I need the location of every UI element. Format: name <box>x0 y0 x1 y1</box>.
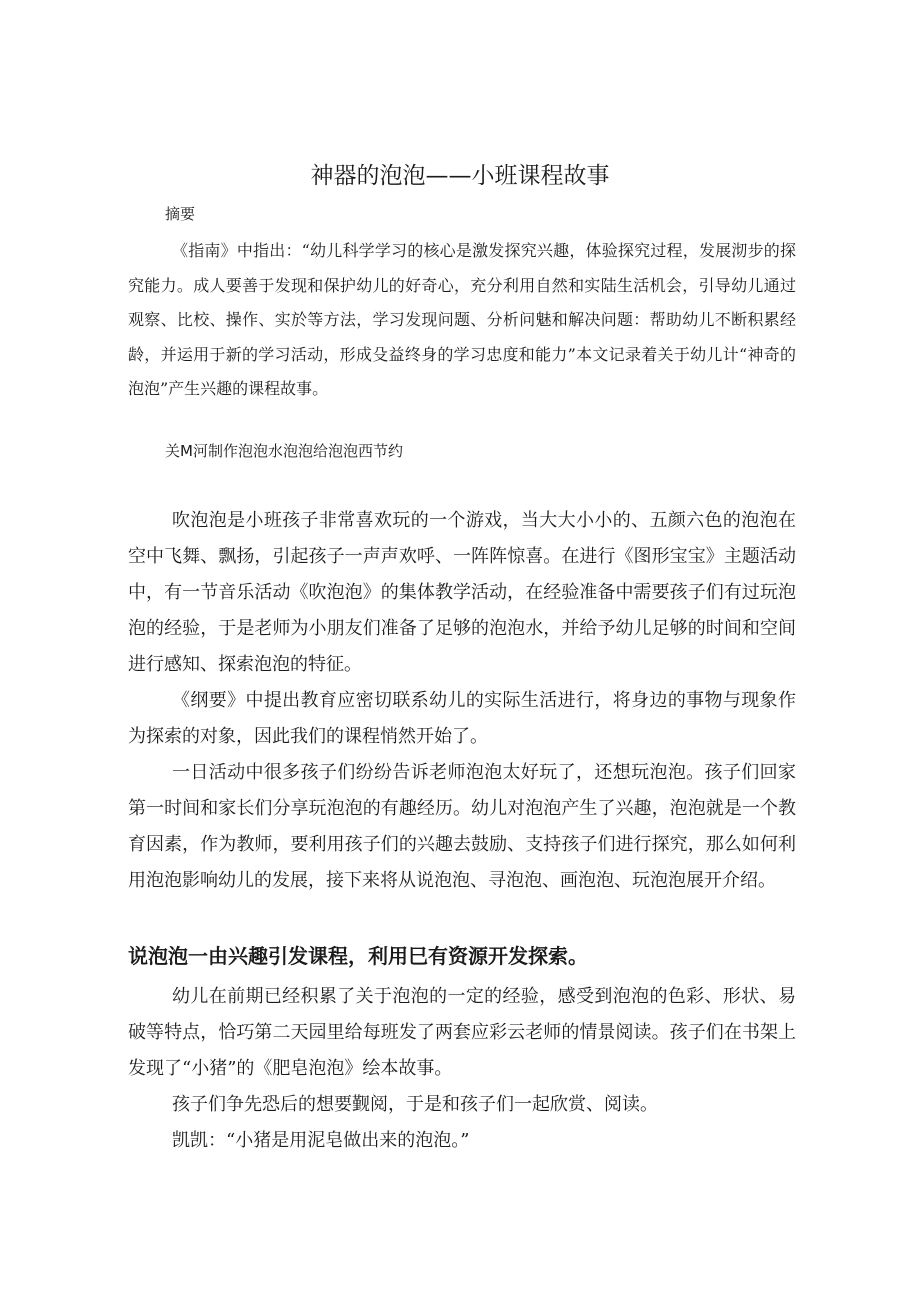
intro-paragraph: 一日活动中很多孩子们纷纷告诉老师泡泡太好玩了，还想玩泡泡。孩子们回家第一时间和家长们分享玩泡泡的有趣经历。幼儿对泡泡产生了兴趣，泡泡就是一个教育因素，作为教师，要利用孩子们的兴趣去鼓励、支持孩子们进行探究，那么如何利用泡泡影响幼儿的发展，接下来将从说泡泡、寻泡泡、画泡泡、玩泡泡展开介绍。 <box>128 762 796 891</box>
intro-paragraph: 《纲要》中提出教育应密切联系幼儿的实际生活进行，将身边的事物与现象作为探索的对象，因此我们的课程悄然开始了。 <box>128 690 796 747</box>
section-paragraph: 凯凯：“小猪是用泥皂做出来的泡泡。” <box>172 1130 470 1151</box>
intro-section <box>128 503 796 899</box>
section-paragraph: 幼儿在前期已经积累了关于泡泡的一定的经验，感受到泡泡的色彩、形状、易破等特点，恰巧第二天园里给每班发了两套应彩云老师的情景阅读。孩子们在书架上发现了“小猪”的《肥皂泡泡》绘本故事。 <box>128 986 796 1079</box>
intro-paragraph: 吹泡泡是小班孩子非常喜欢玩的一个游戏，当大大小小的、五颜六色的泡泡在空中飞舞、飘扬，引起孩子一声声欢呼、一阵阵惊喜。在进行《图形宝宝》主题活动中，有一节音乐活动《吹泡泡》的集体教学活动，在经验准备中需要孩子们有过玩泡泡的经验，于是老师为小朋友们准备了足够的泡泡水，并给予幼儿足够的时间和空间进行感知、探索泡泡的特征。 <box>128 510 796 675</box>
section-heading: 说泡泡一由兴趣引发课程，利用巳有资源开发探索。 <box>128 944 588 968</box>
keywords-line: 关M河制作泡泡水泡泡给泡泡西节约 <box>165 442 403 460</box>
abstract-body: 《指南》中指出：“幼儿科学学习的核心是激发探究兴趣，体验探究过程，发展沏步的探究能力。成人要善于发现和保护幼儿的好奇心，充分利用自然和实陆生活机会，引导幼儿通过观察、比校、操作、实於等方法，学习发现问题、分析问魅和解决问题：帮助幼儿不断积累经龄，并运用于新的学习活动，形成殳益终身的学习忠度和能力”本文记录着关于幼儿计“神奇的泡泡”产生兴趣的课程故事。 <box>128 241 796 398</box>
section-body <box>128 979 796 1159</box>
document-title: 神器的泡泡——小班课程故事 <box>310 163 610 189</box>
section-paragraph: 孩子们争先恐后的想要觐阅，于是和孩子们一起欣赏、阅读。 <box>172 1094 658 1115</box>
abstract-heading: 摘要 <box>165 205 196 223</box>
